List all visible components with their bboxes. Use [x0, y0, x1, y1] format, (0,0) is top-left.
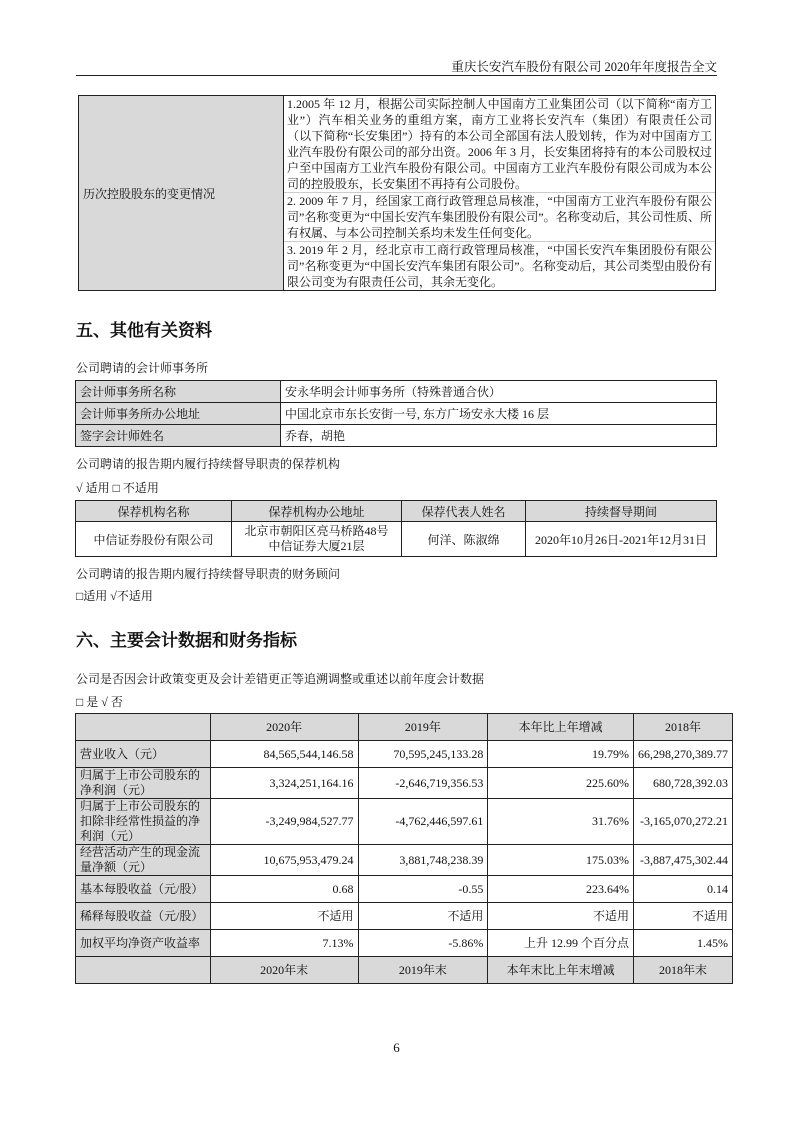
table-row	[76, 930, 733, 957]
cell: 何洋、陈淑绵	[402, 522, 526, 557]
header-cell: 持续督导期间	[526, 501, 717, 522]
table-row	[76, 799, 733, 845]
table-header-row	[76, 714, 733, 741]
cell-value: 上升 12.99 个百分点	[488, 930, 634, 957]
cell-value: 中国北京市东长安街一号, 东方广场安永大楼 16 层	[281, 403, 717, 425]
cell-value: 3,881,748,238.39	[358, 845, 488, 876]
cell-value: 70,595,245,133.28	[358, 741, 488, 768]
row-label: 历次控股股东的变更情况	[79, 96, 284, 291]
advisor-intro: 公司聘请的报告期内履行持续督导职责的财务顾问	[76, 567, 341, 581]
cell-label: 会计师事务所名称	[76, 381, 281, 403]
cell-value: -5.86%	[358, 930, 488, 957]
cell-value: 不适用	[488, 903, 634, 930]
cell-value: 31.76%	[488, 799, 634, 845]
address-line: 中信证券大厦21层	[268, 539, 365, 553]
row-value	[284, 96, 716, 291]
table-row	[76, 522, 717, 557]
cell-value: 223.64%	[488, 876, 634, 903]
cell-value: -3,887,475,302.44	[634, 845, 733, 876]
table-row	[76, 741, 733, 768]
table-row	[76, 903, 733, 930]
cell-label: 签字会计师姓名	[76, 425, 281, 447]
sponsor-applicable: √ 适用 □ 不适用	[76, 481, 159, 495]
cell: 2020年10月26日-2021年12月31日	[526, 522, 717, 557]
sponsor-table	[75, 500, 717, 557]
table-row	[76, 381, 717, 403]
cell-value: 乔春，胡艳	[281, 425, 717, 447]
header-cell: 2019年	[358, 714, 488, 741]
cell-value: 0.68	[210, 876, 358, 903]
cell-value: -3,165,070,272.21	[634, 799, 733, 845]
cell-value: 175.03%	[488, 845, 634, 876]
table-header-row	[76, 957, 733, 984]
cell-value: 不适用	[634, 903, 733, 930]
page-number: 6	[393, 1040, 400, 1055]
header-cell: 本年末比上年末增减	[488, 957, 634, 984]
cell-value: 66,298,270,389.77	[634, 741, 733, 768]
cell-value: 安永华明会计师事务所（特殊普通合伙）	[281, 381, 717, 403]
cell-value: 10,675,953,479.24	[210, 845, 358, 876]
header-cell	[76, 957, 211, 984]
cell-value: 84,565,544,146.58	[210, 741, 358, 768]
header-cell: 2020年末	[210, 957, 358, 984]
header-cell: 2018年	[634, 714, 733, 741]
cell	[232, 522, 402, 557]
row-label: 营业收入（元）	[76, 741, 211, 768]
cell-value: 不适用	[358, 903, 488, 930]
table-header-row	[76, 501, 717, 522]
sponsor-intro: 公司聘请的报告期内履行持续督导职责的保荐机构	[76, 457, 341, 471]
section-6-title: 六、主要会计数据和财务指标	[76, 631, 297, 651]
restatement-answer: □ 是 √ 否	[76, 695, 123, 709]
table-row	[76, 768, 733, 799]
running-header: 重庆长安汽车股份有限公司 2020年年度报告全文	[451, 60, 717, 74]
cell-value: -0.55	[358, 876, 488, 903]
controlling-shareholder-table	[78, 95, 716, 291]
advisor-applicable: □适用 √不适用	[76, 589, 153, 603]
row-label: 归属于上市公司股东的净利润（元）	[76, 768, 211, 799]
table-row	[76, 425, 717, 447]
cell-value: 1.45%	[634, 930, 733, 957]
cell-value: -4,762,446,597.61	[358, 799, 488, 845]
cell-value: 225.60%	[488, 768, 634, 799]
table-row	[76, 403, 717, 425]
auditor-intro: 公司聘请的会计师事务所	[76, 361, 209, 375]
cell-value: 3,324,251,164.16	[210, 768, 358, 799]
header-cell: 2019年末	[358, 957, 488, 984]
table-row	[76, 876, 733, 903]
section-5-title: 五、其他有关资料	[76, 321, 212, 341]
row-label: 经营活动产生的现金流量净额（元）	[76, 845, 211, 876]
header-cell: 2020年	[210, 714, 358, 741]
row-label: 加权平均净资产收益率	[76, 930, 211, 957]
header-cell: 本年比上年增减	[488, 714, 634, 741]
cell-value: -2,646,719,356.53	[358, 768, 488, 799]
row-label: 稀释每股收益（元/股）	[76, 903, 211, 930]
address-line: 北京市朝阳区亮马桥路48号	[244, 524, 389, 538]
change-paragraph: 2. 2009 年 7 月，经国家工商行政管理总局核准，“中国南方工业汽车股份有限公司”名称变更为“中国长安汽车集团股份有限公司”。名称变动后，其公司性质、所有权属、与本公司控制关系均未发生任何变化。	[284, 193, 715, 242]
table-row	[76, 845, 733, 876]
cell-value: 680,728,392.03	[634, 768, 733, 799]
change-paragraph: 3. 2019 年 2 月，经北京市工商行政管理局核准，“中国长安汽车集团股份有限公司”名称变更为“中国长安汽车集团有限公司”。名称变动后，其公司类型由股份有限公司变为有限责任公司，其余无变化。	[287, 243, 712, 289]
change-paragraph: 1.2005 年 12 月，根据公司实际控制人中国南方工业集团公司（以下简称“南方工业”）汽车相关业务的重组方案，南方工业将长安汽车（集团）有限责任公司（以下简称“长安集团”）持有的本公司全部国有法人股划转，作为对中国南方工业汽车股份有限公司的部分出资。2006 年 3 月，长安集团将持有的本公司股权过户至中国南方工业汽车股份有限公司。中国南方工业汽车股份有限公司成为本公司的控股股东，长安集团不再持有公司股份。	[284, 96, 715, 193]
cell-value: 0.14	[634, 876, 733, 903]
row-label: 基本每股收益（元/股）	[76, 876, 211, 903]
cell-value: -3,249,984,527.77	[210, 799, 358, 845]
row-label: 归属于上市公司股东的扣除非经常性损益的净利润（元）	[76, 799, 211, 845]
header-cell: 保荐机构名称	[76, 501, 232, 522]
restatement-question: 公司是否因会计政策变更及会计差错更正等追溯调整或重述以前年度会计数据	[76, 672, 485, 686]
financial-data-table	[75, 713, 733, 984]
cell-label: 会计师事务所办公地址	[76, 403, 281, 425]
header-cell	[76, 714, 211, 741]
header-cell: 2018年末	[634, 957, 733, 984]
header-cell: 保荐机构办公地址	[232, 501, 402, 522]
cell-value: 19.79%	[488, 741, 634, 768]
cell: 中信证券股份有限公司	[76, 522, 232, 557]
cell-value: 7.13%	[210, 930, 358, 957]
auditor-table	[75, 380, 717, 447]
header-rule	[76, 75, 717, 76]
header-cell: 保荐代表人姓名	[402, 501, 526, 522]
cell-value: 不适用	[210, 903, 358, 930]
